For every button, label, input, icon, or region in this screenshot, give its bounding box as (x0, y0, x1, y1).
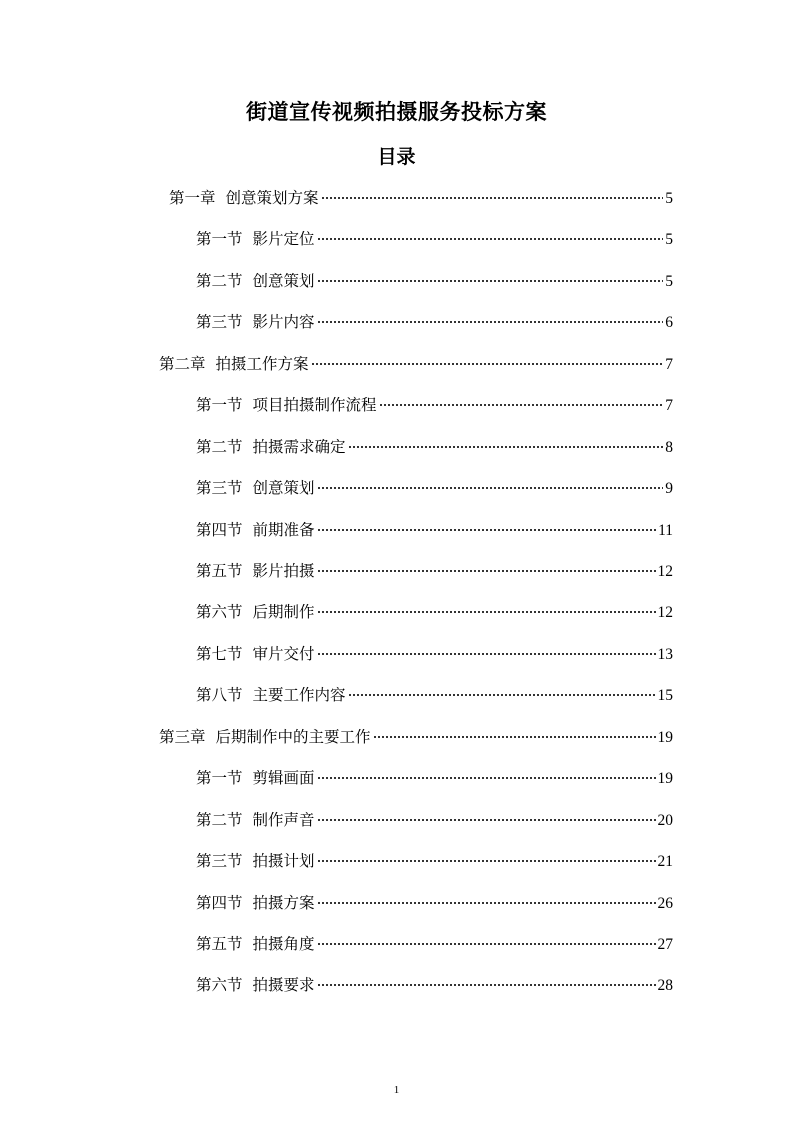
toc-entry-title: 拍摄要求 (252, 976, 315, 994)
toc-dot-leader (321, 197, 664, 199)
toc-entry-chapter-3[interactable] (159, 725, 673, 749)
toc-entry-page: 12 (657, 563, 673, 580)
toc-entry-number: 第五节 (196, 936, 243, 953)
toc-entry-page: 26 (657, 895, 673, 912)
toc-entry-section[interactable] (196, 849, 673, 873)
toc-entry-section[interactable] (196, 476, 673, 500)
toc-entry-number: 第二节 (196, 273, 243, 290)
toc-entry-section[interactable] (196, 269, 673, 293)
toc-entry-section[interactable] (196, 808, 673, 832)
toc-entry-page: 7 (665, 356, 673, 373)
toc-entry-number: 第三节 (196, 314, 243, 331)
document-title: 街道宣传视频拍摄服务投标方案 (246, 100, 547, 124)
page-number: 1 (393, 1084, 400, 1096)
toc-entry-title: 剪辑画面 (252, 769, 315, 787)
toc-entry-title: 影片定位 (252, 230, 315, 248)
toc-entry-title: 制作声音 (252, 811, 315, 829)
toc-entry-number: 第七节 (196, 646, 243, 663)
toc-entry-page: 15 (657, 687, 673, 704)
toc-dot-leader (348, 446, 664, 448)
toc-entry-page: 7 (665, 397, 673, 414)
toc-entry-title: 影片内容 (252, 313, 315, 331)
toc-dot-leader (317, 902, 656, 904)
toc-dot-leader (317, 487, 664, 489)
toc-dot-leader (317, 819, 656, 821)
toc-entry-title: 审片交付 (252, 645, 315, 663)
toc-entry-number: 第一章 (169, 190, 216, 207)
toc-entry-section[interactable] (196, 600, 673, 624)
toc-entry-title: 后期制作 (252, 603, 315, 621)
toc-entry-section[interactable] (196, 642, 673, 666)
toc-entry-page: 13 (657, 646, 673, 663)
toc-entry-section[interactable] (196, 932, 673, 956)
toc-entry-number: 第二节 (196, 439, 243, 456)
toc-dot-leader (317, 570, 656, 572)
toc-entry-title: 拍摄需求确定 (252, 438, 346, 456)
toc-entry-page: 19 (657, 770, 673, 787)
toc-entry-page: 20 (657, 812, 673, 829)
toc-entry-page: 6 (665, 314, 673, 331)
toc-entry-number: 第二节 (196, 812, 243, 829)
toc-entry-chapter-1[interactable] (169, 186, 673, 210)
toc-dot-leader (311, 363, 664, 365)
toc-entry-section[interactable] (196, 683, 673, 707)
toc-entry-number: 第八节 (196, 687, 243, 704)
toc-entry-page: 27 (657, 936, 673, 953)
toc-dot-leader (317, 943, 656, 945)
toc-entry-title: 拍摄方案 (252, 894, 315, 912)
toc-entry-page: 8 (665, 439, 673, 456)
toc-entry-page: 21 (657, 853, 673, 870)
toc-entry-number: 第一节 (196, 397, 243, 414)
toc-dot-leader (317, 321, 664, 323)
toc-entry-section[interactable] (196, 393, 673, 417)
toc-entry-page: 11 (658, 522, 673, 539)
toc-entry-number: 第三节 (196, 480, 243, 497)
toc-entry-number: 第六节 (196, 604, 243, 621)
toc-entry-number: 第四节 (196, 895, 243, 912)
toc-entry-page: 12 (657, 604, 673, 621)
toc-entry-title: 拍摄计划 (252, 852, 315, 870)
toc-entry-title: 拍摄角度 (252, 935, 315, 953)
toc-entry-title: 项目拍摄制作流程 (252, 396, 377, 414)
toc-entry-section[interactable] (196, 766, 673, 790)
toc-entry-title: 拍摄工作方案 (215, 355, 309, 373)
toc-entry-number: 第一节 (196, 231, 243, 248)
toc-entry-title: 后期制作中的主要工作 (215, 728, 371, 746)
toc-heading: 目录 (377, 146, 416, 168)
toc-dot-leader (373, 736, 656, 738)
toc-entry-section[interactable] (196, 227, 673, 251)
toc-dot-leader (317, 529, 657, 531)
toc-entry-section[interactable] (196, 891, 673, 915)
toc-entry-section[interactable] (196, 518, 673, 542)
toc-entry-number: 第三节 (196, 853, 243, 870)
toc-entry-title: 影片拍摄 (252, 562, 315, 580)
toc-entry-section[interactable] (196, 559, 673, 583)
toc-entry-section[interactable] (196, 310, 673, 334)
toc-entry-section[interactable] (196, 435, 673, 459)
toc-entry-page: 19 (657, 729, 673, 746)
toc-entry-section[interactable] (196, 973, 673, 997)
toc-dot-leader (317, 777, 656, 779)
toc-entry-chapter-2[interactable] (159, 352, 673, 376)
toc-dot-leader (317, 611, 656, 613)
toc-entry-number: 第五节 (196, 563, 243, 580)
toc-dot-leader (379, 404, 664, 406)
toc-entry-number: 第四节 (196, 522, 243, 539)
toc-entry-number: 第三章 (159, 729, 206, 746)
toc-dot-leader (317, 238, 664, 240)
toc-entry-title: 主要工作内容 (252, 686, 346, 704)
toc-entry-page: 5 (665, 190, 673, 207)
toc-entry-page: 5 (665, 231, 673, 248)
toc-entry-page: 5 (665, 273, 673, 290)
toc-entry-number: 第六节 (196, 977, 243, 994)
toc-dot-leader (317, 984, 656, 986)
toc-dot-leader (317, 280, 664, 282)
toc-entry-number: 第二章 (159, 356, 206, 373)
toc-entry-page: 9 (665, 480, 673, 497)
toc-entry-title: 前期准备 (252, 521, 315, 539)
toc-entry-title: 创意策划 (252, 272, 315, 290)
toc-entry-title: 创意策划方案 (225, 189, 319, 207)
toc-dot-leader (348, 694, 656, 696)
toc-entry-title: 创意策划 (252, 479, 315, 497)
toc-entry-page: 28 (657, 977, 673, 994)
toc-dot-leader (317, 860, 656, 862)
toc-dot-leader (317, 653, 656, 655)
toc-entry-number: 第一节 (196, 770, 243, 787)
